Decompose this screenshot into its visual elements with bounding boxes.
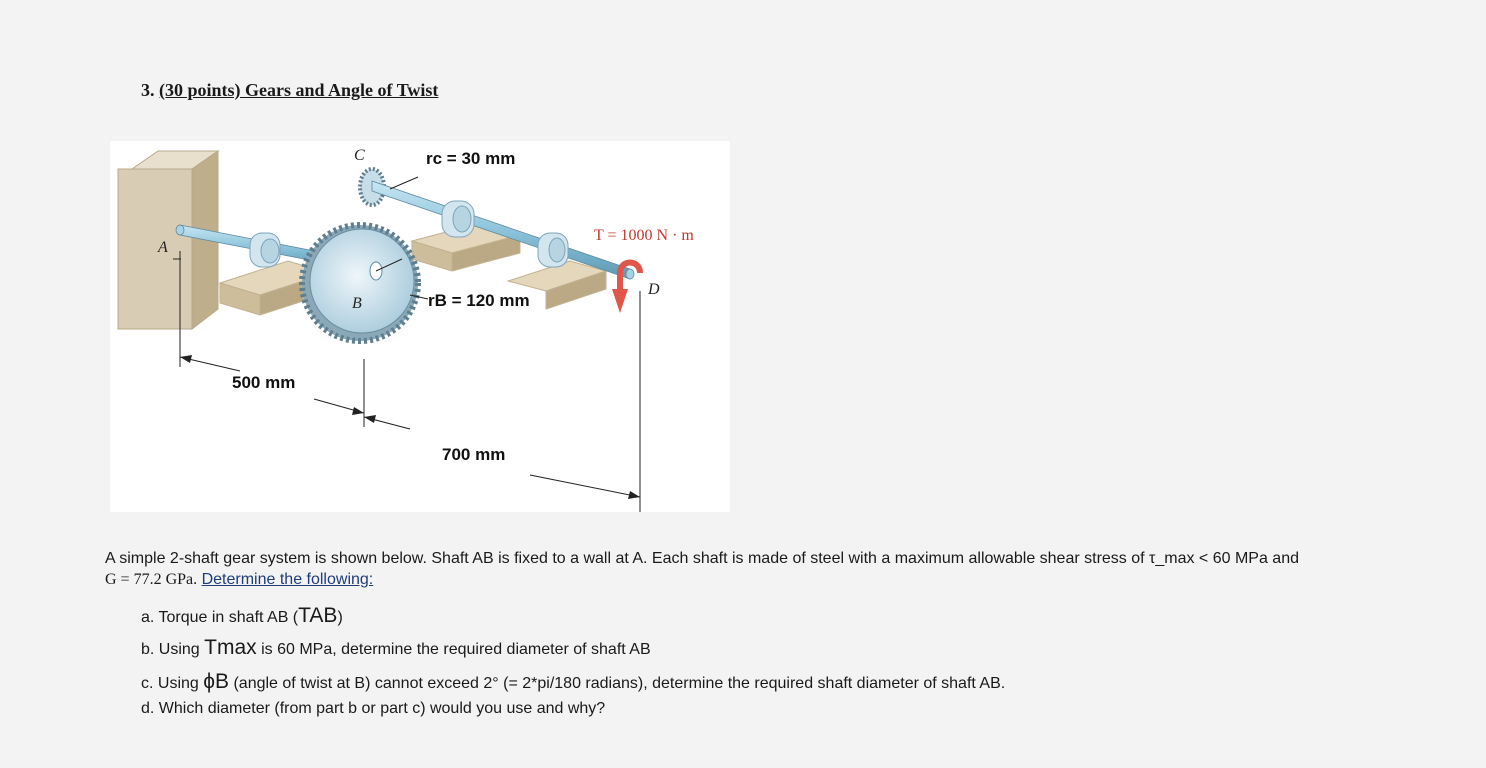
label-torque: T = 1000 N · m — [594, 227, 694, 244]
intro-modulus: G = 77.2 GPa. — [105, 571, 198, 588]
label-b: B — [352, 295, 362, 312]
label-rb: rB = 120 mm — [428, 291, 530, 310]
gear-b — [302, 225, 418, 341]
determine-link[interactable]: Determine the following: — [201, 571, 374, 588]
symbol-phib: ϕB — [203, 670, 230, 693]
question-a: a. Torque in shaft AB (TAB) — [141, 604, 343, 627]
label-a: A — [158, 239, 168, 256]
label-500mm: 500 mm — [232, 373, 296, 392]
bearing-ab — [250, 233, 280, 267]
question-d: d. Which diameter (from part b or part c) would you use and why? — [141, 700, 606, 717]
symbol-tab: TAB — [298, 604, 338, 627]
question-b: b. Using Tmax is 60 MPa, determine the required diameter of shaft AB — [141, 636, 651, 659]
wall — [118, 151, 218, 329]
gear-diagram — [110, 141, 730, 512]
bearing-cd-1 — [442, 201, 474, 237]
bearing-cd-2 — [538, 233, 568, 267]
intro-text: A simple 2-shaft gear system is shown below. Shaft AB is fixed to a wall at A. Each shaft is made of steel with a maximum allowable shear stress of τ_max < 60 MPa and — [105, 550, 1299, 567]
question-c: c. Using ϕB (angle of twist at B) cannot exceed 2° (= 2*pi/180 radians), determine the required shaft diameter of shaft AB. — [141, 670, 1006, 693]
label-c: C — [354, 147, 365, 164]
problem-description — [105, 548, 1475, 590]
gear-shaft-figure — [110, 141, 730, 512]
problem-title: (30 points) Gears and Angle of Twist — [159, 80, 439, 100]
problem-heading — [141, 80, 438, 101]
label-d: D — [648, 281, 660, 298]
problem-number: 3. — [141, 80, 155, 100]
label-700mm: 700 mm — [442, 445, 506, 464]
label-rc: rc = 30 mm — [426, 149, 516, 168]
symbol-tmax: Tmax — [204, 636, 257, 659]
